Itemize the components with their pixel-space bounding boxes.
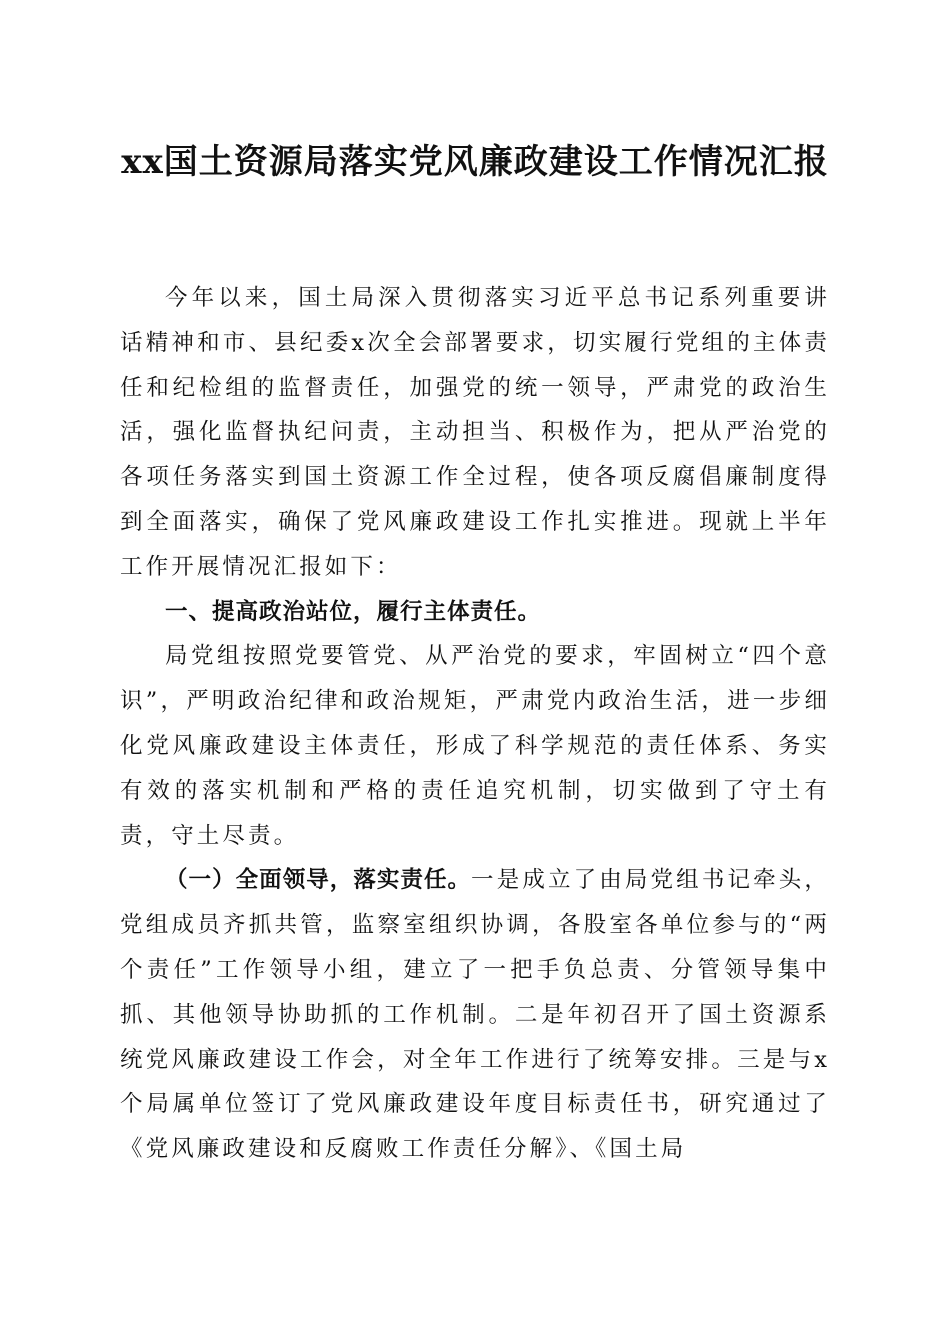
section-heading: 一、提高政治站位，履行主体责任。 — [165, 598, 542, 625]
section-paragraph: 局党组按照党要管党、从严治党的要求，牢固树立“四个意识”，严明政治纪律和政治规矩，严肃党内政治生活，进一步细化党风廉政建设主体责任，形成了科学规范的责任体系、务实有效的落实机制和严格的责任追究机制，切实做到了守土有责，守土尽责。 — [120, 643, 830, 849]
subsection-paragraph — [120, 858, 830, 1172]
intro-paragraph: 今年以来，国土局深入贯彻落实习近平总书记系列重要讲话精神和市、县纪委x次全会部署要求，切实履行党组的主体责任和纪检组的监督责任，加强党的统一领导，严肃党的政治生活，强化监督执纪问责，主动担当、积极作为，把从严治党的各项任务落实到国土资源工作全过程，使各项反腐倡廉制度得到全面落实，确保了党风廉政建设工作扎实推进。现就上半年工作开展情况汇报如下： — [120, 285, 830, 580]
document-body — [120, 276, 830, 1172]
subsection-heading: （一）全面领导，落实责任。 — [165, 867, 472, 894]
subsection-text: 一是成立了由局党组书记牵头，党组成员齐抓共管，监察室组织协调，各股室各单位参与的“两个责任”工作领导小组，建立了一把手负总责、分管领导集中抓、其他领导协助抓的工作机制。二是年初召开了国土资源系统党风廉政建设工作会，对全年工作进行了统筹安排。三是与x个局属单位签订了党风廉政建设年度目标责任书，研究通过了《党风廉政建设和反腐败工作责任分解》、《国土局 — [120, 867, 830, 1163]
document-title: xx国土资源局落实党风廉政建设工作情况汇报 — [121, 142, 829, 182]
